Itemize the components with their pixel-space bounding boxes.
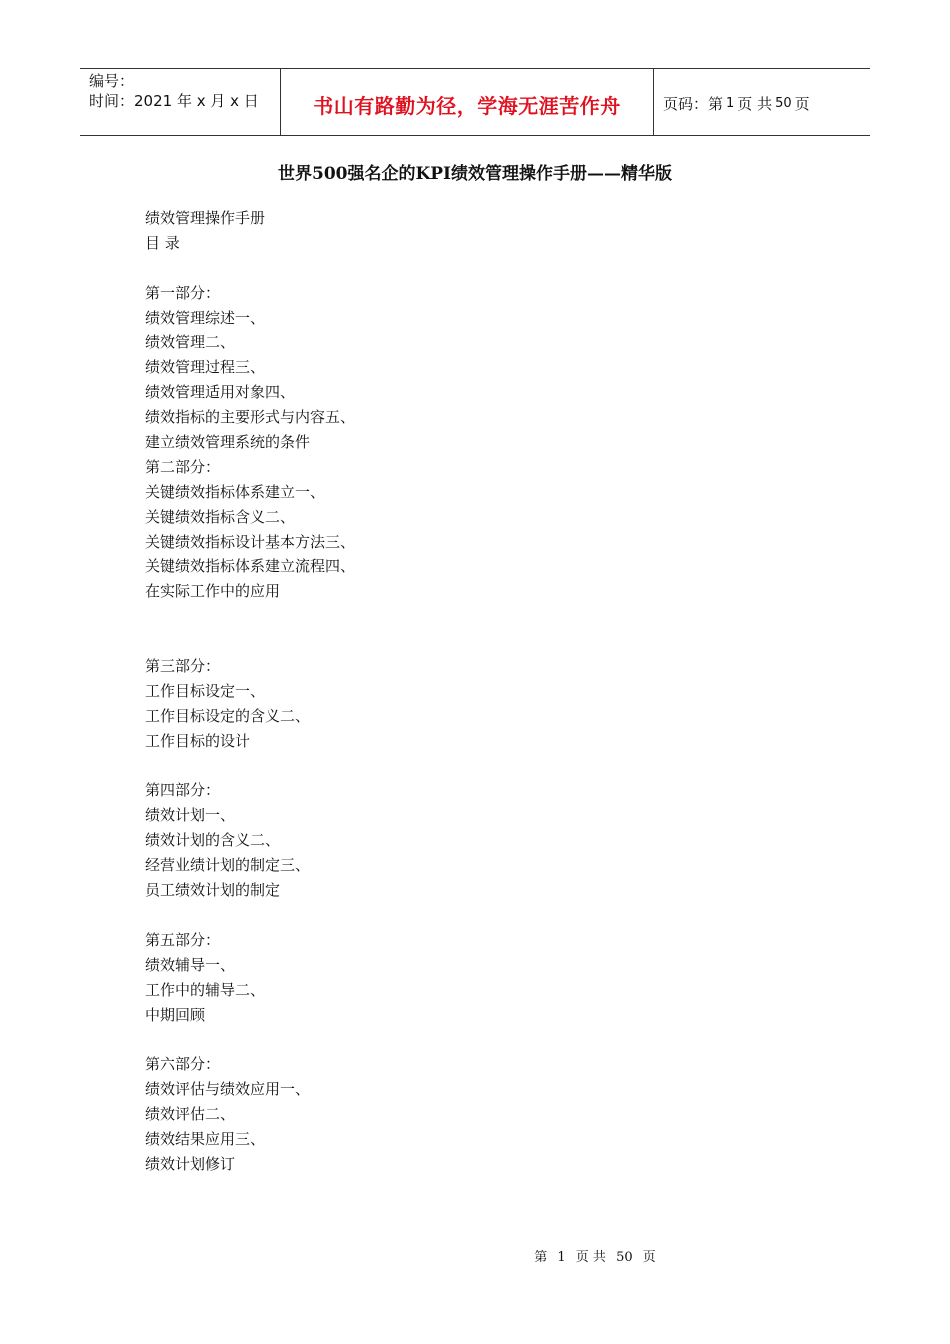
- toc-blank-line: [145, 604, 355, 629]
- toc-line: 绩效管理操作手册: [145, 209, 266, 227]
- toc-line: 关键绩效指标设计基本方法三、: [145, 532, 356, 551]
- toc-line: 关键绩效指标体系建立一、: [145, 482, 326, 501]
- toc-line: 绩效计划一、: [145, 806, 236, 825]
- page-mid: 页 共: [737, 94, 773, 113]
- toc-line: 关键绩效指标含义二、: [145, 507, 296, 526]
- toc-line: 关键绩效指标体系建立流程四、: [145, 557, 356, 576]
- toc-line: 员工绩效计划的制定: [145, 881, 281, 900]
- number-label: 编号：: [89, 72, 135, 90]
- toc-line: 绩效管理综述一、: [145, 308, 266, 327]
- footer-prefix: 第: [534, 1250, 548, 1265]
- toc-line: 第一部分：: [145, 283, 221, 302]
- footer-mid: 页 共: [575, 1250, 606, 1265]
- toc-line: 绩效结果应用三、: [145, 1129, 266, 1148]
- page-total: 50: [775, 95, 792, 111]
- toc-line: 工作目标设定的含义二、: [145, 706, 311, 725]
- time-label: 时间：2021 年 x 月 x 日: [89, 92, 259, 110]
- footer-page: 1: [557, 1250, 566, 1265]
- toc-line: 工作目标设定一、: [145, 681, 266, 700]
- motto: 书山有路勤为径，学海无涯苦作舟: [281, 69, 654, 135]
- toc-line: 绩效评估与绩效应用一、: [145, 1080, 311, 1099]
- toc-line: 中期回顾: [145, 1005, 206, 1024]
- page-footer: [0, 1246, 950, 1265]
- page-suffix: 页: [794, 94, 810, 113]
- toc-blank-line: [145, 903, 355, 928]
- toc-blank-line: [145, 256, 355, 281]
- toc-line: 工作中的辅导二、: [145, 980, 266, 999]
- header-table: [80, 68, 870, 136]
- document-title: 世界500强名企的KPI绩效管理操作手册——精华版: [278, 164, 672, 184]
- toc-line: 目 录: [145, 233, 180, 252]
- header-page-info: [654, 69, 870, 135]
- footer-total: 50: [616, 1250, 633, 1265]
- toc-blank-line: [145, 754, 355, 779]
- toc-line: 绩效辅导一、: [145, 955, 236, 974]
- toc-line: 绩效计划修订: [145, 1154, 236, 1173]
- toc-line: 绩效计划的含义二、: [145, 831, 281, 850]
- toc-blank-line: [145, 1027, 355, 1052]
- toc-line: 绩效管理适用对象四、: [145, 383, 296, 402]
- header-left-cell: [80, 69, 281, 135]
- page-prefix: 页码：第: [663, 94, 724, 113]
- toc-line: 经营业绩计划的制定三、: [145, 856, 311, 875]
- toc-line: 绩效指标的主要形式与内容五、: [145, 408, 356, 427]
- toc-line: 绩效管理过程三、: [145, 358, 266, 377]
- toc-line: 第五部分：: [145, 930, 221, 949]
- toc-line: 第三部分：: [145, 657, 221, 676]
- toc-line: 建立绩效管理系统的条件: [145, 433, 311, 452]
- toc-line: 第六部分：: [145, 1055, 221, 1074]
- toc-line: 第四部分：: [145, 781, 221, 800]
- toc-line: 绩效管理二、: [145, 333, 236, 352]
- toc-line: 第二部分：: [145, 457, 221, 476]
- page-number: 1: [726, 95, 735, 111]
- footer-suffix: 页: [642, 1250, 656, 1265]
- toc-line: 在实际工作中的应用: [145, 582, 281, 601]
- table-of-contents: [145, 206, 355, 1177]
- toc-line: 工作目标的设计: [145, 731, 251, 750]
- toc-blank-line: [145, 629, 355, 654]
- toc-line: 绩效评估二、: [145, 1105, 236, 1124]
